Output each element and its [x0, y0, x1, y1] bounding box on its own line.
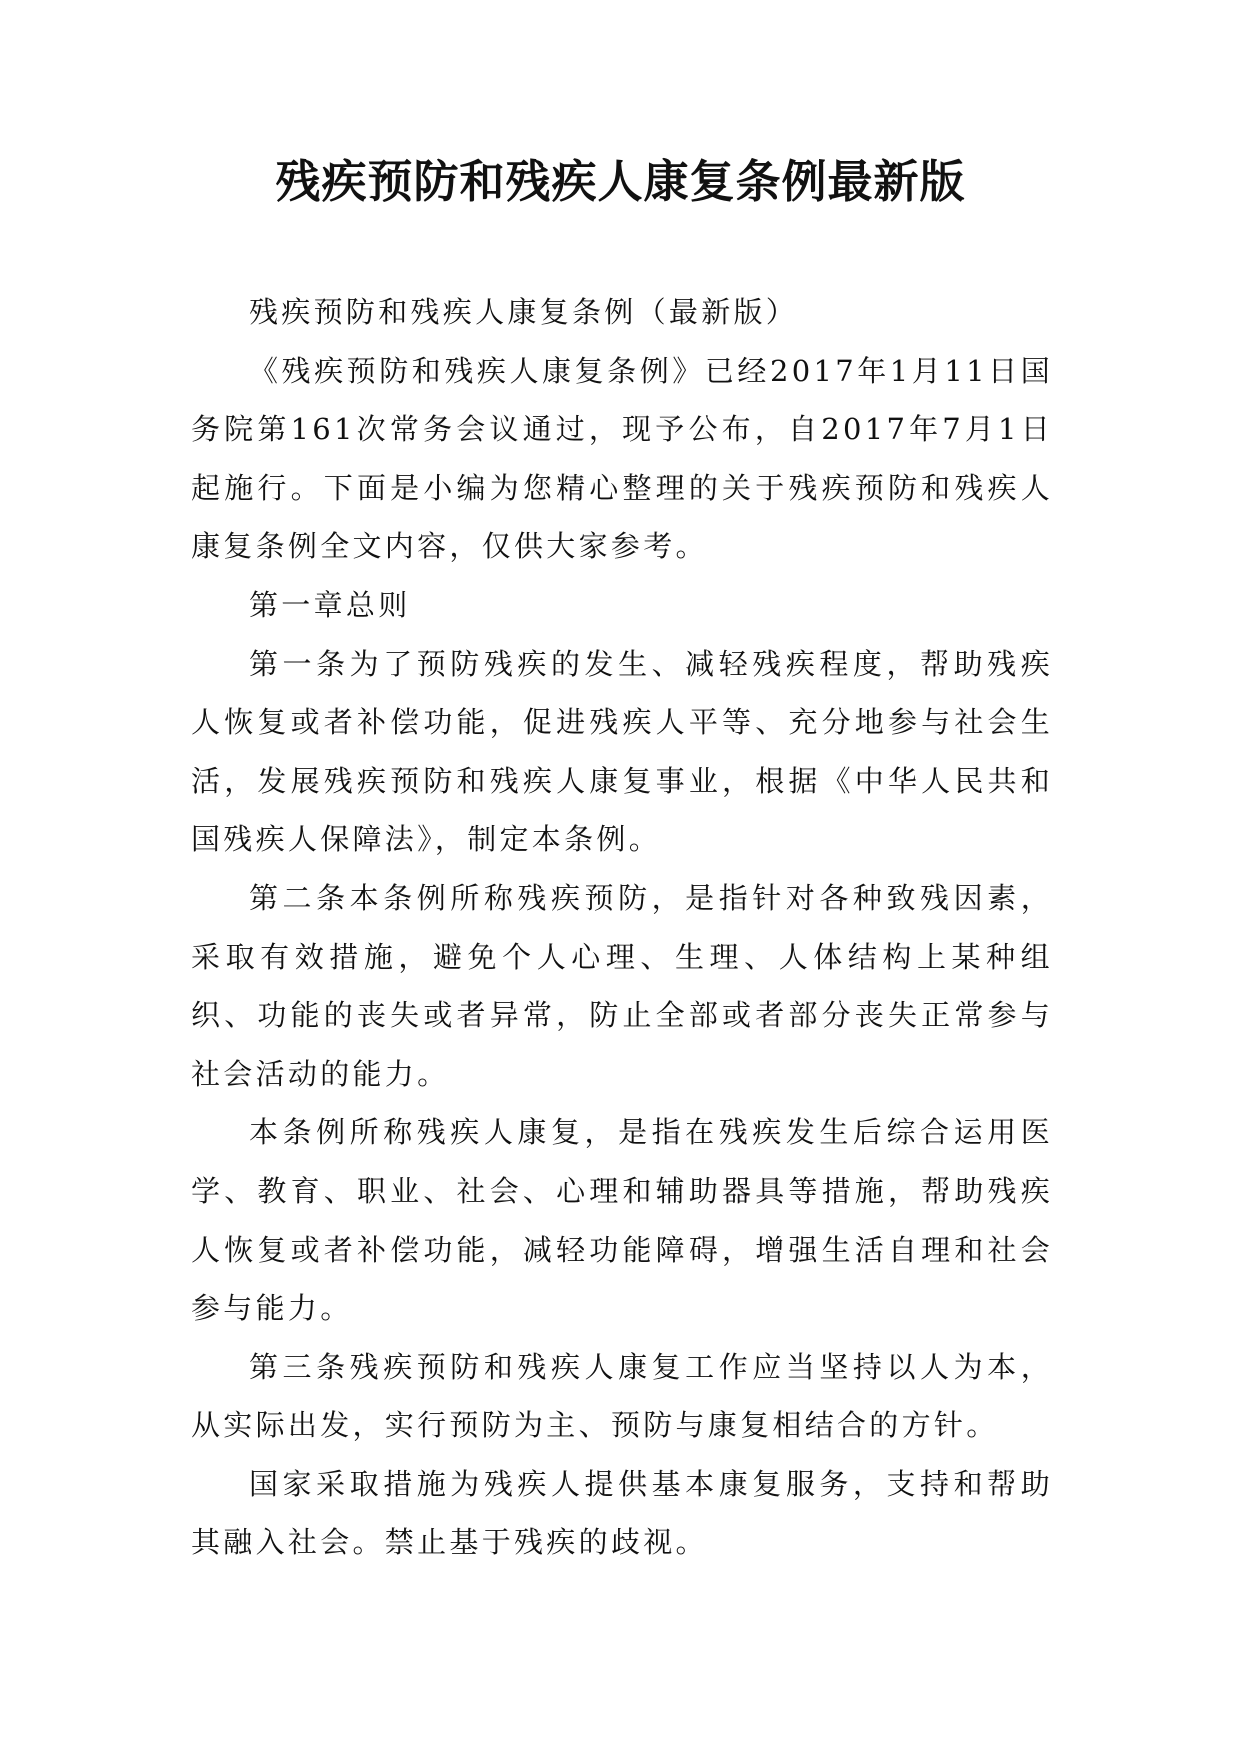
article-3: 第三条残疾预防和残疾人康复工作应当坚持以人为本，从实际出发，实行预防为主、预防与康复相结合的方针。	[191, 1349, 1053, 1443]
chapter-heading: 第一章总则	[249, 587, 411, 622]
article-1: 第一条为了预防残疾的发生、减轻残疾程度，帮助残疾人恢复或者补偿功能，促进残疾人平等、充分地参与社会生活，发展残疾预防和残疾人康复事业，根据《中华人民共和国残疾人保障法》，制定本条例。	[191, 646, 1053, 857]
paragraph-subtitle: 残疾预防和残疾人康复条例（最新版）	[249, 295, 799, 329]
paragraph-intro: 《残疾预防和残疾人康复条例》已经2017年1月11日国务院第161次常务会议通过，现予公布，自2017年7月1日起施行。下面是小编为您精心整理的关于残疾预防和残疾人康复条例全文内容，仅供大家参考。	[191, 353, 1053, 564]
article-2: 第二条本条例所称残疾预防，是指针对各种致残因素，采取有效措施，避免个人心理、生理、人体结构上某种组织、功能的丧失或者异常，防止全部或者部分丧失正常参与社会活动的能力。	[191, 880, 1053, 1091]
article-2-rehab-definition: 本条例所称残疾人康复，是指在残疾发生后综合运用医学、教育、职业、社会、心理和辅助器具等措施，帮助残疾人恢复或者补偿功能，减轻功能障碍，增强生活自理和社会参与能力。	[191, 1115, 1053, 1326]
article-3-state-measures: 国家采取措施为残疾人提供基本康复服务，支持和帮助其融入社会。禁止基于残疾的歧视。	[191, 1466, 1053, 1560]
document-title: 残疾预防和残疾人康复条例最新版	[275, 155, 966, 208]
document-body	[191, 283, 1053, 1572]
